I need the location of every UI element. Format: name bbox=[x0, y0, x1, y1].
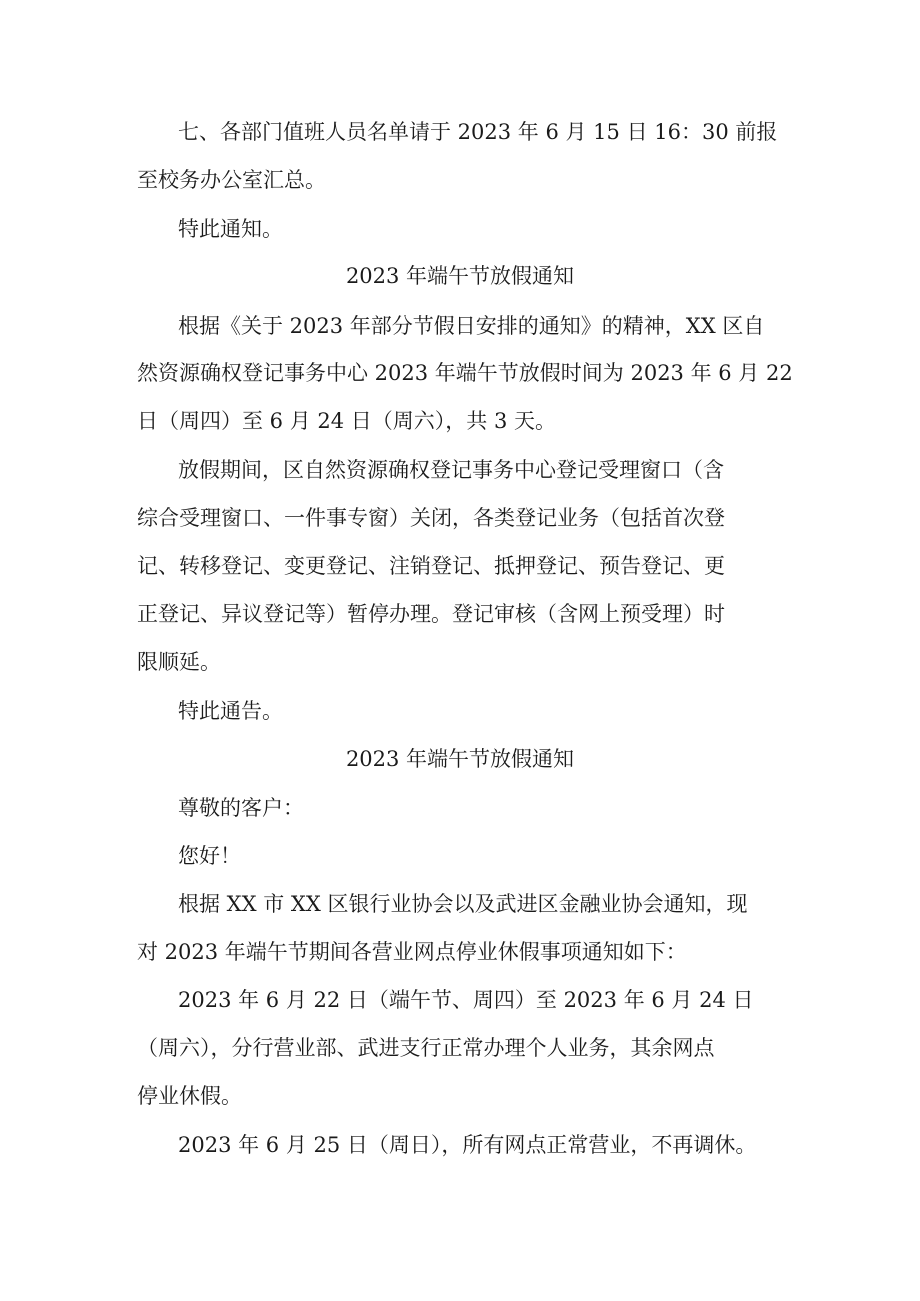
section-2-p2-line-3: 记、转移登记、变更登记、注销登记、抵押登记、预告登记、更 bbox=[137, 554, 725, 578]
section-2-p1-line-2: 然资源确权登记事务中心 2023 年端午节放假时间为 2023 年 6 月 22 bbox=[137, 361, 793, 385]
section-2-p2-line-5: 限顺延。 bbox=[137, 650, 221, 674]
section-3-p2-line-2: （周六），分行营业部、武进支行正常办理个人业务，其余网点 bbox=[137, 1036, 715, 1060]
section-3-p2-line-1: 2023 年 6 月 22 日（端午节、周四）至 2023 年 6 月 24 日 bbox=[178, 988, 754, 1012]
section-3-p1-line-2: 对 2023 年端午节期间各营业网点停业休假事项通知如下： bbox=[137, 940, 687, 964]
section-2-title: 2023 年端午节放假通知 bbox=[345, 264, 575, 288]
section-2-p2-line-4: 正登记、异议登记等）暂停办理。登记审核（含网上预受理）时 bbox=[137, 602, 725, 626]
section-1-closing: 特此通知。 bbox=[178, 217, 283, 241]
item-7-line-1: 七、各部门值班人员名单请于 2023 年 6 月 15 日 16：30 前报 bbox=[178, 120, 778, 144]
section-2-p1-line-3: 日（周四）至 6 月 24 日（周六），共 3 天。 bbox=[137, 409, 556, 433]
section-2-p1-line-1: 根据《关于 2023 年部分节假日安排的通知》的精神，XX 区自 bbox=[178, 314, 765, 338]
section-3-title: 2023 年端午节放假通知 bbox=[345, 747, 575, 771]
greeting: 您好！ bbox=[178, 844, 241, 868]
section-3-p3-line-1: 2023 年 6 月 25 日（周日），所有网点正常营业，不再调休。 bbox=[178, 1133, 757, 1157]
section-2-p2-line-1: 放假期间，区自然资源确权登记事务中心登记受理窗口（含 bbox=[178, 458, 724, 482]
item-7-line-2: 至校务办公室汇总。 bbox=[137, 168, 326, 192]
section-2-closing: 特此通告。 bbox=[178, 699, 283, 723]
section-3-p1-line-1: 根据 XX 市 XX 区银行业协会以及武进区金融业协会通知，现 bbox=[178, 892, 748, 916]
section-3-p2-line-3: 停业休假。 bbox=[137, 1084, 242, 1108]
section-2-p2-line-2: 综合受理窗口、一件事专窗）关闭，各类登记业务（包括首次登 bbox=[137, 506, 725, 530]
salutation: 尊敬的客户： bbox=[178, 796, 304, 820]
